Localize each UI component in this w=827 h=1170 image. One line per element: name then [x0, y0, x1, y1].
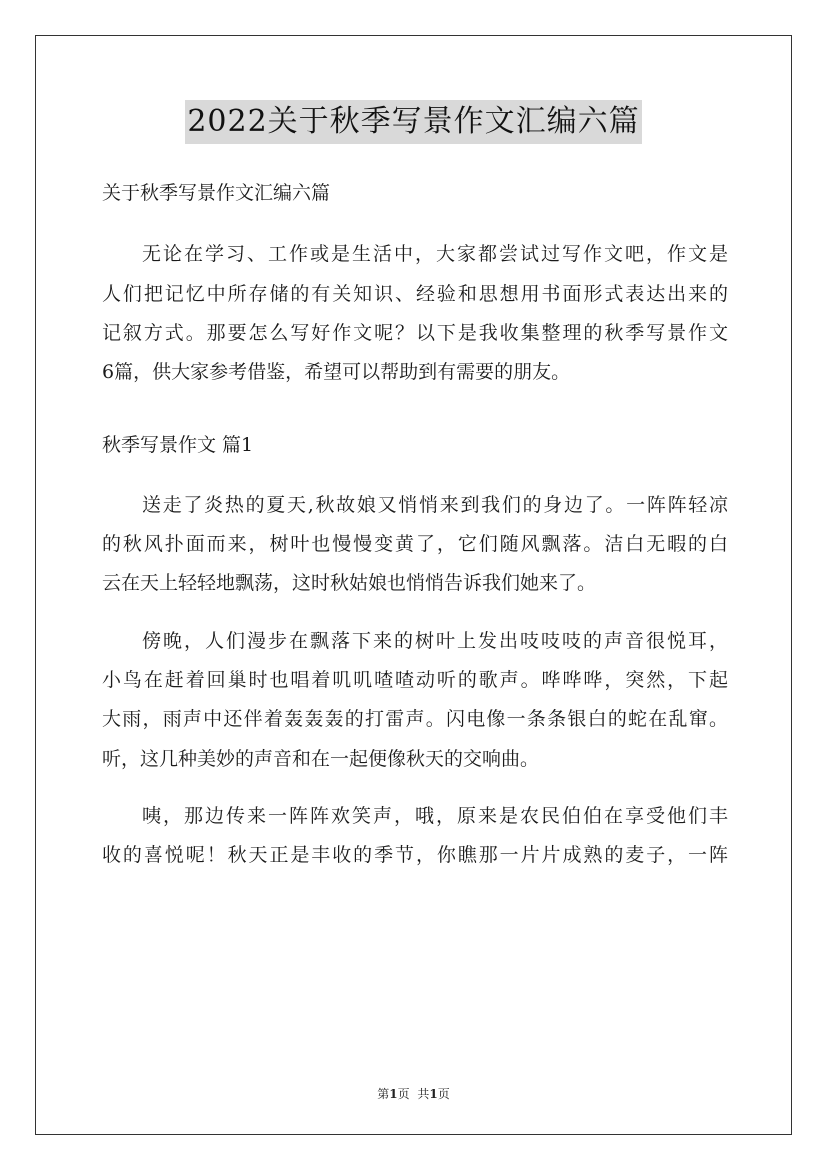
paragraph-line: 小鸟在赶着回巢时也唱着叽叽喳喳动听的歌声。哗哗哗，突然，下起	[102, 668, 728, 691]
intro-paragraph	[102, 235, 728, 392]
intro-line: 人们把记忆中所存储的有关知识、经验和思想用书面形式表达出来的	[102, 282, 728, 305]
document-subtitle: 关于秋季写景作文汇编六篇	[102, 182, 331, 204]
page-number: 1	[389, 1087, 398, 1101]
title-container	[0, 100, 827, 144]
total-label-prefix: 共	[417, 1087, 430, 1101]
intro-line: 无论在学习、工作或是生活中，大家都尝试过写作文吧，作文是	[142, 243, 728, 266]
total-label-suffix: 页	[437, 1087, 450, 1101]
paragraph-line: 收的喜悦呢！秋天正是丰收的季节，你瞧那一片片成熟的麦子，一阵	[102, 844, 728, 867]
paragraph-line: 咦，那边传来一阵阵欢笑声，哦，原来是农民伯伯在享受他们丰	[142, 804, 728, 827]
paragraph-1	[102, 486, 728, 604]
page-footer	[0, 1086, 827, 1102]
document-body	[102, 174, 728, 875]
document-title: 2022关于秋季写景作文汇编六篇	[185, 100, 641, 144]
intro-line: 记叙方式。那要怎么写好作文呢？以下是我收集整理的秋季写景作文	[102, 321, 728, 344]
paragraph-2	[102, 622, 728, 779]
intro-line: 6篇，供大家参考借鉴，希望可以帮助到有需要的朋友。	[102, 361, 571, 384]
paragraph-line: 云在天上轻轻地飘荡，这时秋姑娘也悄悄告诉我们她来了。	[102, 572, 597, 595]
page-label-suffix: 页	[397, 1087, 410, 1101]
paragraph-line: 的秋风扑面而来，树叶也慢慢变黄了，它们随风飘落。洁白无暇的白	[102, 533, 728, 556]
paragraph-line: 大雨，雨声中还伴着轰轰轰的打雷声。闪电像一条条银白的蛇在乱窜。	[102, 708, 728, 731]
paragraph-3	[102, 797, 728, 876]
section-heading: 秋季写景作文 篇1	[102, 434, 254, 457]
paragraph-line: 送走了炎热的夏天,秋故娘又悄悄来到我们的身边了。一阵阵轻凉	[142, 493, 728, 516]
paragraph-line: 傍晚，人们漫步在飘落下来的树叶上发出吱吱吱的声音很悦耳，	[142, 629, 728, 652]
paragraph-line: 听，这几种美妙的声音和在一起便像秋天的交响曲。	[102, 747, 540, 770]
page-label-prefix: 第	[377, 1087, 390, 1101]
total-pages: 1	[429, 1087, 438, 1101]
